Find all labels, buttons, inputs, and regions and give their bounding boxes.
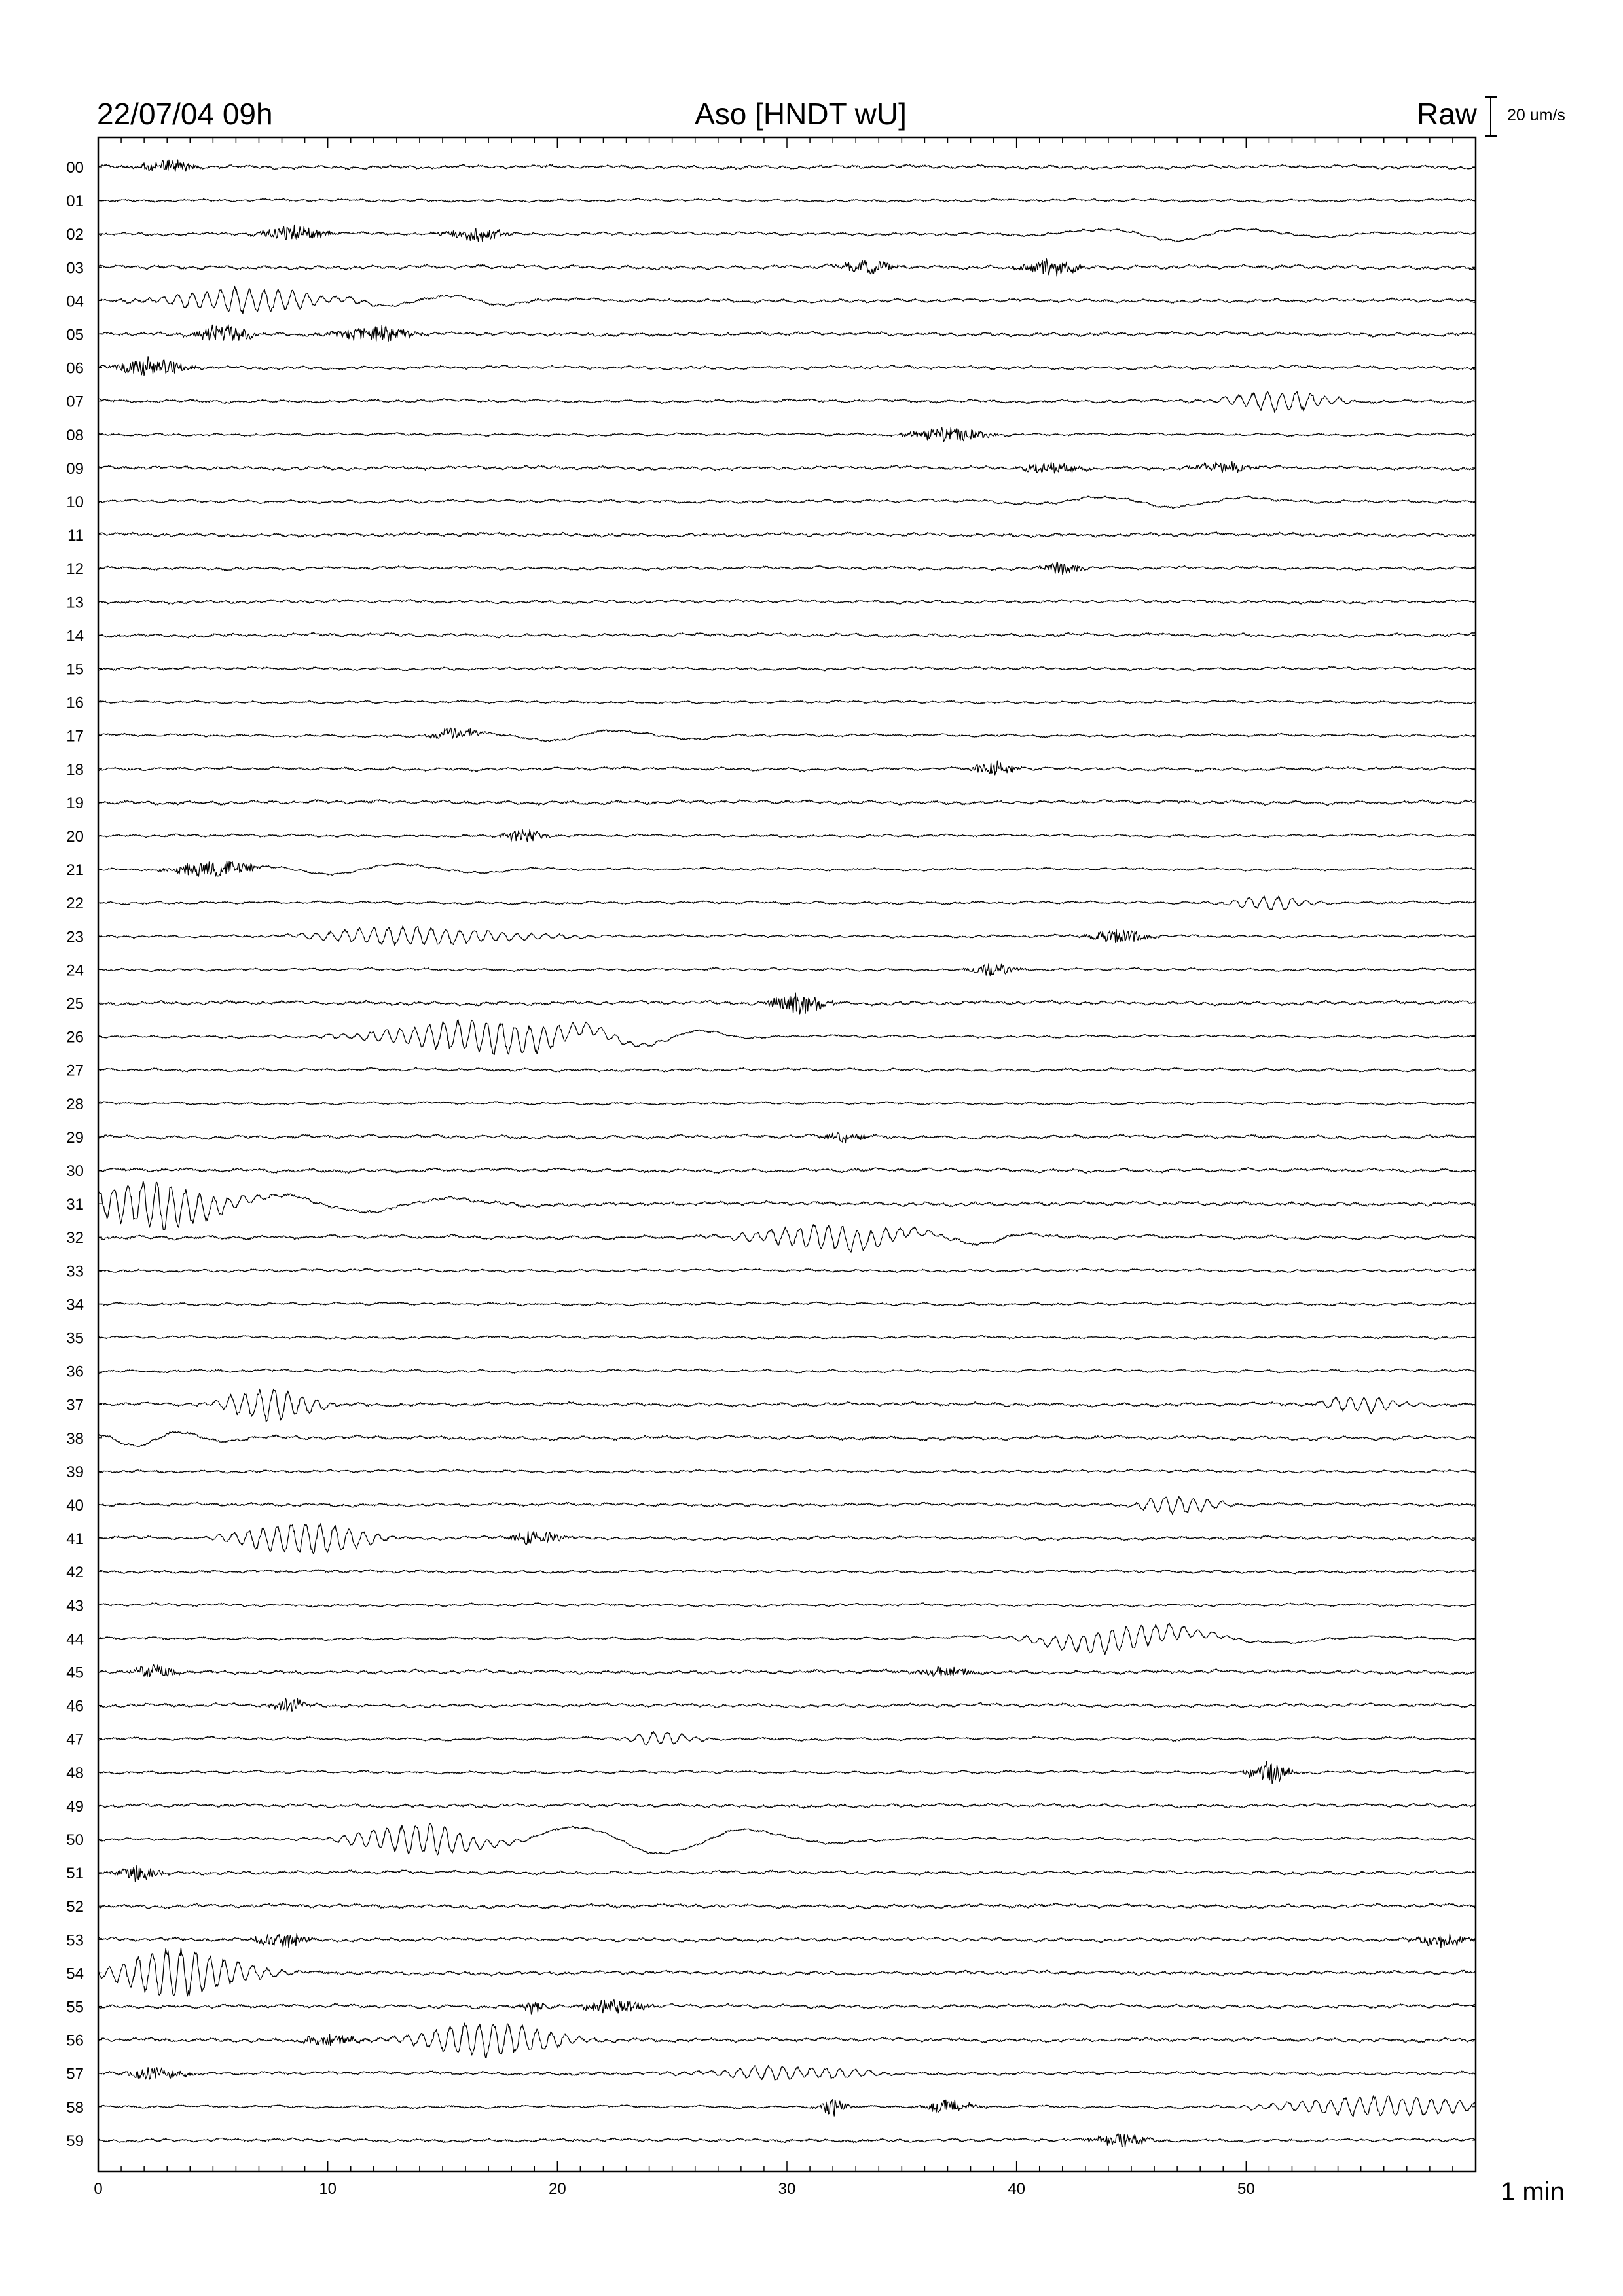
row-label: 32 — [66, 1229, 84, 1247]
row-label: 23 — [66, 928, 84, 946]
x-tick-label: 40 — [1008, 2180, 1026, 2198]
row-label: 48 — [66, 1764, 84, 1782]
scale-bar-label: 20 um/s — [1507, 106, 1565, 124]
row-label: 55 — [66, 1998, 84, 2017]
row-label: 47 — [66, 1731, 84, 1749]
row-label: 16 — [66, 694, 84, 712]
row-label: 02 — [66, 226, 84, 244]
row-label: 40 — [66, 1497, 84, 1515]
x-tick-label: 30 — [778, 2180, 796, 2198]
row-label: 51 — [66, 1865, 84, 1883]
row-label: 54 — [66, 1965, 84, 1983]
header-station-title: Aso [HNDT wU] — [695, 97, 907, 131]
row-label: 44 — [66, 1630, 84, 1649]
row-label: 42 — [66, 1564, 84, 1582]
row-label: 27 — [66, 1062, 84, 1080]
row-label: 50 — [66, 1831, 84, 1849]
row-label: 59 — [66, 2132, 84, 2150]
row-label: 13 — [66, 594, 84, 612]
row-label: 31 — [66, 1196, 84, 1214]
row-label: 01 — [66, 192, 84, 211]
row-label: 37 — [66, 1396, 84, 1414]
row-label: 53 — [66, 1931, 84, 1950]
row-label: 21 — [66, 861, 84, 880]
row-label: 58 — [66, 2098, 84, 2117]
row-label: 57 — [66, 2065, 84, 2083]
row-label: 24 — [66, 961, 84, 980]
row-label: 43 — [66, 1597, 84, 1615]
row-label: 56 — [66, 2032, 84, 2050]
row-label: 06 — [66, 359, 84, 378]
row-label: 28 — [66, 1095, 84, 1113]
row-label: 39 — [66, 1463, 84, 1481]
row-label: 00 — [66, 159, 84, 177]
row-label: 20 — [66, 828, 84, 846]
row-label: 03 — [66, 259, 84, 278]
row-label: 12 — [66, 560, 84, 579]
row-label: 46 — [66, 1697, 84, 1715]
row-label: 35 — [66, 1329, 84, 1348]
row-label: 10 — [66, 493, 84, 511]
row-label: 38 — [66, 1429, 84, 1448]
x-tick-label: 10 — [319, 2180, 337, 2198]
header-datetime: 22/07/04 09h — [97, 97, 273, 131]
row-label: 09 — [66, 459, 84, 478]
row-label: 34 — [66, 1296, 84, 1314]
row-label: 22 — [66, 895, 84, 913]
row-label: 33 — [66, 1263, 84, 1281]
row-label: 30 — [66, 1162, 84, 1180]
header-mode: Raw — [1416, 97, 1477, 131]
row-label: 45 — [66, 1664, 84, 1682]
row-label: 36 — [66, 1363, 84, 1381]
row-label: 18 — [66, 761, 84, 779]
row-label: 26 — [66, 1028, 84, 1047]
row-label: 19 — [66, 794, 84, 812]
row-label: 14 — [66, 627, 84, 645]
row-label: 41 — [66, 1530, 84, 1549]
row-label: 49 — [66, 1797, 84, 1816]
x-tick-label: 20 — [548, 2180, 566, 2198]
row-label: 04 — [66, 293, 84, 311]
row-label: 15 — [66, 660, 84, 679]
x-axis-label: 1 min — [1501, 2178, 1565, 2206]
row-label: 11 — [67, 527, 84, 545]
row-label: 05 — [66, 326, 84, 344]
x-tick-label: 0 — [94, 2180, 103, 2198]
row-label: 17 — [66, 727, 84, 745]
row-label: 25 — [66, 995, 84, 1013]
row-label: 07 — [66, 393, 84, 411]
row-label: 08 — [66, 426, 84, 444]
x-tick-label: 50 — [1237, 2180, 1255, 2198]
row-label: 52 — [66, 1898, 84, 1916]
row-label: 29 — [66, 1128, 84, 1147]
